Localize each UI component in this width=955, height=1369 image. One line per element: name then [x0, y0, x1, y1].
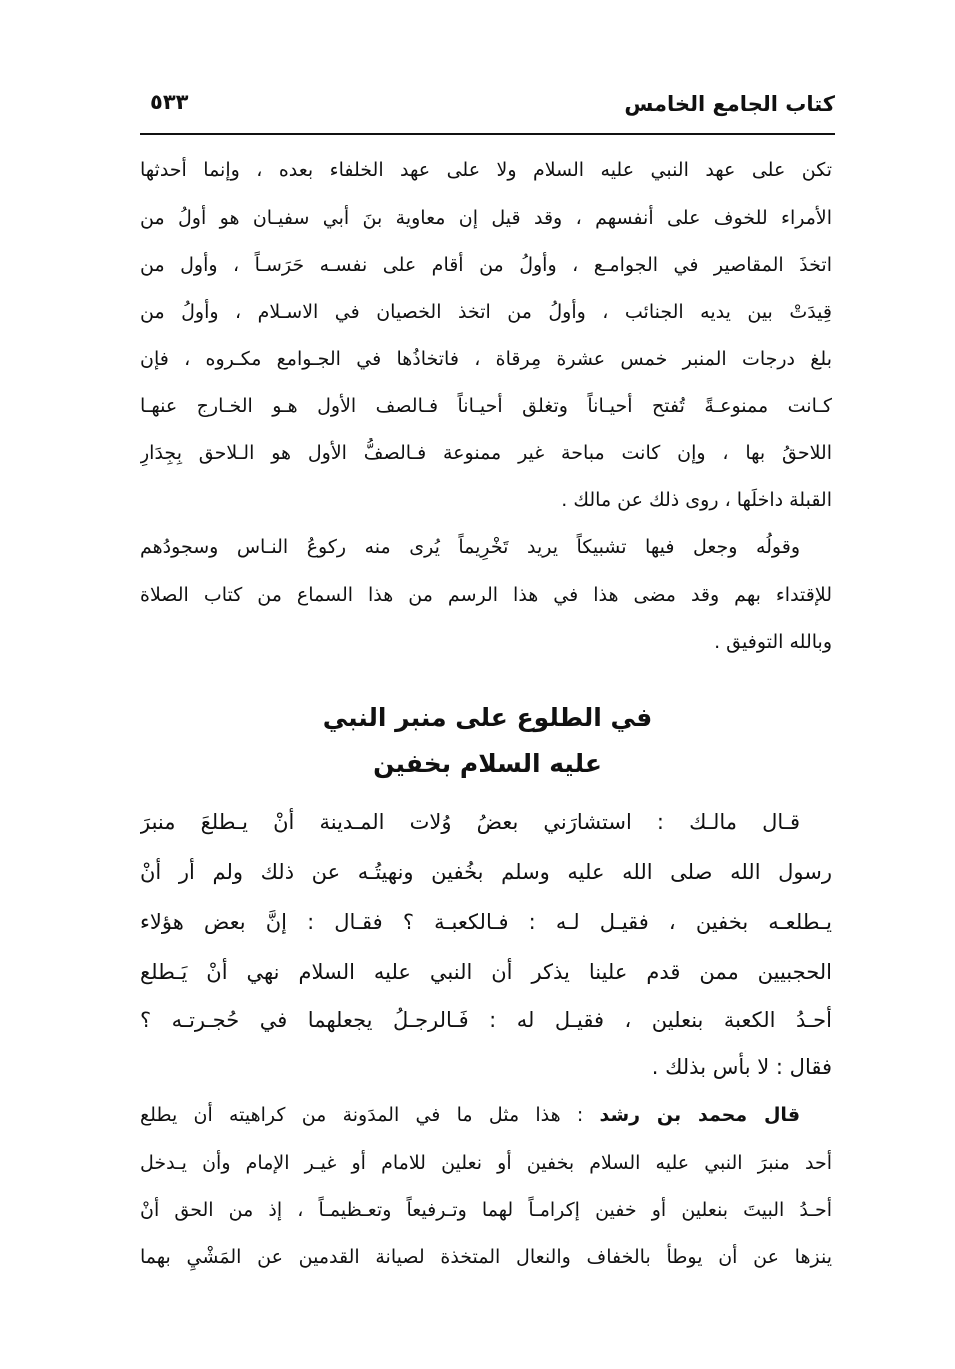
paragraph-1-line-8: القبلة داخلَها ، روى ذلك عن مالك . [561, 489, 832, 511]
paragraph-2-line-3: وبالله التوفيق . [714, 631, 832, 653]
paragraph-4-line-1-rest: : هذا مثل ما في المدَونة من كراهيته أن يطلع [140, 1104, 600, 1126]
running-title: كتاب الجامع الخامس [624, 92, 835, 116]
paragraph-4-line-4: ينزها عن أن يوطأ بالخفاف والنعال المتخذة لصيانة القدمين عن المَشْيِ بهما [140, 1246, 832, 1268]
paragraph-3-line-2: رسول الله صلى الله عليه وسلم بخُفين ونهيتُـه عن ذلك ولم أر أنْ [140, 860, 832, 884]
page-header [140, 88, 835, 128]
section-heading-line-2: عليه السلام بخفين [373, 749, 602, 778]
paragraph-4-line-1 [140, 1100, 800, 1132]
paragraph-1-line-3: اتخذَ المقاصير في الجوامـع ، وأولُ من أقام على نفسـه حَرَسـاً ، وأول من [140, 254, 832, 276]
paragraph-1-line-7: اللاحقُ بها ، وإن كانت مباحة غير ممنوعة فـالصفُّ الأول هو الـلاحق بِجِدَارِ [140, 442, 832, 464]
paragraph-1-line-5: بلغ درجات المنبر خمس عشرة مِرقاة ، فاتخاذُها في الجـوامع مكـروه ، فإن [140, 348, 832, 370]
paragraph-2-line-1: وقولُه وجعل فيها تشبيكاً يريد تَخْرِيماً يُرى منه ركوعُ النـاس وسجودُهم [140, 536, 800, 558]
header-rule [140, 133, 835, 135]
paragraph-3-line-5: أحـدُ الكعبة بنعلين ، فقيـل له : فَـالرجـلُ يجعلهما في حُجـرتـه ؟ [140, 1008, 832, 1032]
paragraph-4-line-2: أحد منبرَ النبي عليه السلام بخفين أو نعلين للامام أو غيـر الإمام وأن يـدخل [140, 1152, 832, 1174]
paragraph-3-line-6: فقال : لا بأس بذلك . [651, 1055, 832, 1079]
paragraph-1-line-2: الأمراء للخوف على أنفسهم ، وقد قيل إن معاوية بنَ أبي سفيـان هو أولُ من [140, 207, 832, 229]
paragraph-1-line-4: قِيدَتْ بين يديه الجنائب ، وأولُ من اتخذ الخصيان في الاسـلام ، وأولُ من [140, 301, 832, 323]
paragraph-1-line-6: كـانت ممنوعـةً تُفتح أحيـاناً وتغلق أحيـاناً فـالصف الأول هـو الخـارج عنهـا [140, 395, 832, 417]
section-heading-line-1: في الطلوع على منبر النبي [322, 703, 653, 732]
page-number: ٥٣٣ [150, 90, 189, 114]
paragraph-3-line-3: يـطلعـه بخفين ، فقيـل لـه : فـالكعبـة ؟ فقـال : إنَّ بعض هؤلاء [140, 910, 832, 934]
commentator-name: قال محمد بن رشد [599, 1104, 800, 1126]
paragraph-3-line-4: الحجبيين ممن قدم علينا يذكر أن النبي عليه السلام نهي أنْ يَـطلع [140, 960, 832, 984]
paragraph-3-line-1: قـال مالـك : استشارَني بعضُ وُلات المـدينة أنْ يـطلعَ منبرَ [140, 810, 800, 834]
paragraph-4-line-3: أحـدُ البيتَ بنعلين أو خفين إكرامـاً لهما وتـرفيعاً وتعـظيمـاً ، إذ من الحق أنْ [140, 1199, 832, 1221]
paragraph-2-line-2: للإقتداء بهم وقد مضى هذا في هذا الرسم من هذا السماع من كتاب الصلاة [140, 584, 832, 606]
paragraph-1-line-1: تكن على عهد النبي عليه السلام ولا على عهد الخلفاء بعده ، وإنما أحدثها [140, 159, 832, 181]
